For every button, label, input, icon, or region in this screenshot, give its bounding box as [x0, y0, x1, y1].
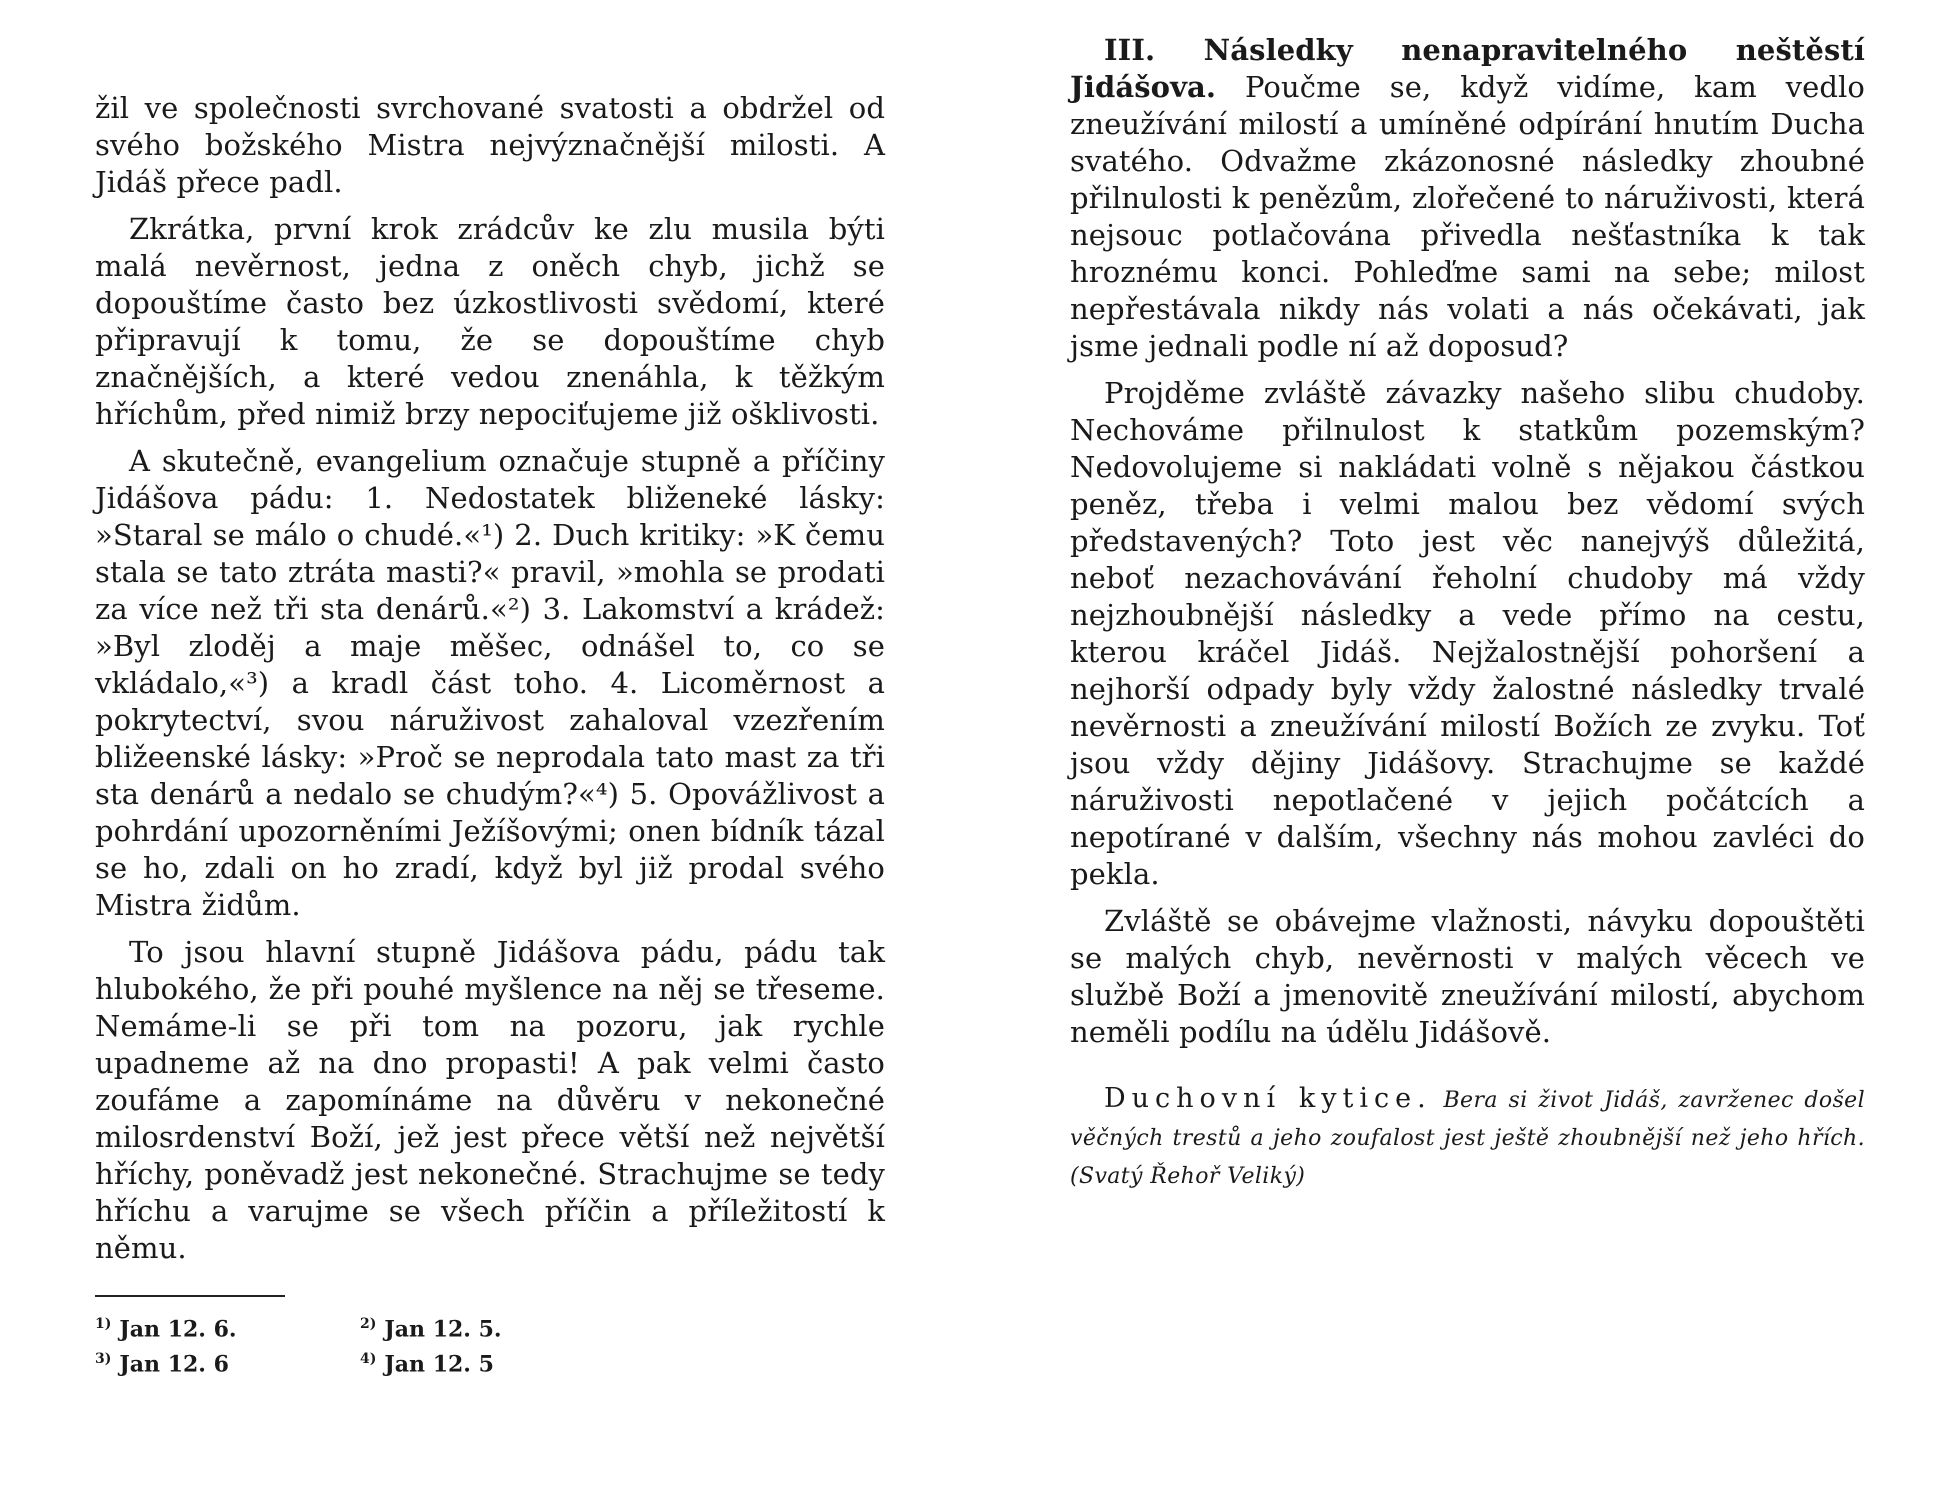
left-paragraph-3: A skutečně, evangelium označuje stupně a příčiny Jidášova pádu: 1. Nedostatek bliženeké lásky: »Staral se málo o chudé.«¹) 2. Duch kritiky: »K čemu stala se tato ztráta masti?« pravil, »mohla se prodati za více než tři sta denárů.«²) 3. Lakomství a krádež: »Byl zloděj a maje měšec, odnášel to, co se vkládalo,«³) a kradl část toho. 4. Licoměrnost a pokrytectví, svou náruživost zahaloval vzezřením bližeenské lásky: »Proč se neprodala tato mast za tři sta denárů a nedalo se chudým?«⁴) 5. Opovážlivost a pohrdání upozorněními Ježíšovými; onen bídník tázal se ho, zdali on ho zradí, když byl již prodal svého Mistra židům. [95, 444, 885, 922]
footnote-row-1 [95, 1309, 885, 1344]
section-heading-text: Poučme se, když vidíme, kam vedlo zneužívání milostí a umíněné odpírání hnutím Ducha svatého. Odvažme zkázonosné následky zhoubné přilnulosti k penězům, zlořečené to náruživosti, která nejsouc potlačována přivedla nešťastníka k tak hroznému konci. Pohleďme sami na sebe; milost nepřestávala nikdy nás volati a nás očekávati, jak jsme jednali podle ní až doposud? [1070, 70, 1865, 363]
footnote-4 [360, 1344, 625, 1379]
left-paragraph-1: žil ve společnosti svrchované svatosti a obdržel od svého božského Mistra nejvýznačnější milosti. A Jidáš přece padl. [95, 91, 885, 199]
footnote-1-text: Jan 12. 6. [119, 1316, 237, 1343]
footnote-row-2 [95, 1344, 885, 1379]
left-paragraph-2: Zkrátka, první krok zrádcův ke zlu musila býti malá nevěrnost, jedna z oněch chyb, jichž se dopouštíme často bez úzkostlivosti svědomí, které připravují k tomu, že se dopouštíme chyb značnějších, a které vedou znenáhla, k těžkým hříchům, před nimiž brzy nepociťujeme již ošklivosti. [95, 212, 885, 431]
spiritual-bouquet [1070, 1081, 1865, 1195]
footnote-2-number: 2) [360, 1316, 377, 1332]
left-page-text [95, 0, 885, 1267]
section-heading: III. Následky nenapravitelného neštěstí Jidášova. [1070, 33, 1865, 104]
footnote-3 [95, 1344, 360, 1379]
footnote-1-number: 1) [95, 1316, 112, 1332]
footnote-1 [95, 1309, 360, 1344]
spiritual-bouquet-label: Duchovní kytice. [1104, 1083, 1432, 1114]
footnote-2-text: Jan 12. 5. [384, 1316, 502, 1343]
footnote-3-number: 3) [95, 1351, 112, 1368]
right-page [1070, 0, 1865, 1500]
right-paragraph-3: Zvláště se obávejme vlažnosti, návyku dopouštěti se malých chyb, nevěrnosti v malých věcech ve službě Boží a jmenovitě zneužívání milostí, abychom neměli podílu na údělu Jidášově. [1070, 904, 1865, 1049]
footnote-4-text: Jan 12. 5 [384, 1351, 494, 1378]
right-paragraph-2: Projděme zvláště závazky našeho slibu chudoby. Nechováme přilnulost k statkům pozemským? Nedovolujeme si nakládati volně s nějakou částkou peněz, třeba i velmi malou bez vědomí svých představených? Toto jest věc nanejvýš důležitá, neboť nezachovávání řeholní chudoby má vždy nejzhoubnější následky a vede přímo na cestu, kterou kráčel Jidáš. Nejžalostnější pohoršení a nejhorší odpady byly vždy žalostné následky trvalé nevěrnosti a zneužívání milostí Božích ze zvyku. Toť jsou vždy dějiny Jidášovy. Strachujme se každé náruživosti nepotlačené v jejich počátcích a nepotírané v dalším, všechny nás mohou zavléci do pekla. [1070, 376, 1865, 891]
footnote-2 [360, 1309, 625, 1344]
right-page-text [1070, 0, 1865, 1195]
spiritual-bouquet-quote: Bera si život Jidáš, zavrženec došel věčných trestů a jeho zoufalost jest ještě zhoubnější než jeho hřích. (Svatý Řehoř Veliký) [1070, 1088, 1866, 1189]
footnotes [95, 1309, 885, 1380]
footnote-divider [95, 1295, 285, 1297]
left-paragraph-4: To jsou hlavní stupně Jidášova pádu, pádu tak hlubokého, že při pouhé myšlence na něj se třeseme. Nemáme-li se při tom na pozoru, jak rychle upadneme až na dno propasti! A pak velmi často zoufáme a zapomínáme na důvěru v nekonečné milosrdenství Boží, jež jest přece větší než největší hříchy, poněvadž jest nekonečné. Strachujme se tedy hříchu a varujme se všech příčin a příležitostí k němu. [95, 935, 885, 1265]
footnote-3-text: Jan 12. 6 [119, 1351, 229, 1378]
left-page [95, 0, 885, 1500]
footnote-4-number: 4) [360, 1351, 377, 1368]
right-paragraph-1 [1070, 32, 1865, 365]
